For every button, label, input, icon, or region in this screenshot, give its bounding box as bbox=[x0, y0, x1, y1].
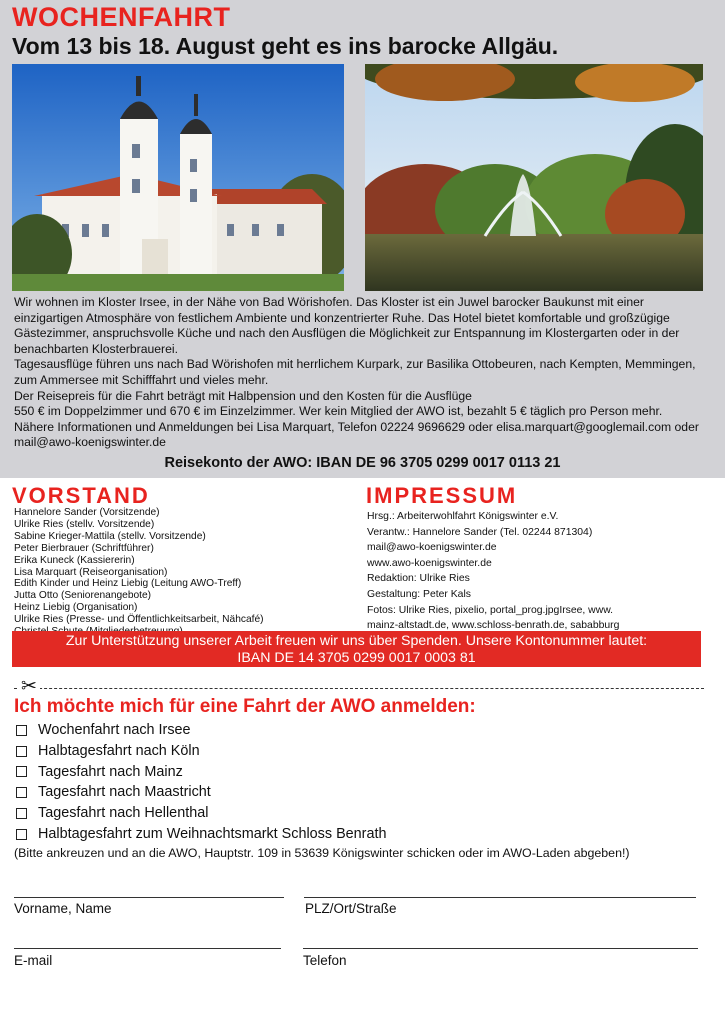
checkbox[interactable] bbox=[16, 829, 27, 840]
donation-text: Zur Unterstützung unserer Arbeit freuen wir uns über Spenden. Unsere Kontonummer lautet: bbox=[65, 633, 648, 649]
option-label: Halbtagesfahrt nach Köln bbox=[38, 742, 200, 759]
list-item: Peter Bierbrauer (Schriftführer) bbox=[14, 542, 154, 554]
intro-paragraph: Tagesausflüge führen uns nach Bad Wörishofen mit herrlichem Kurpark, zur Basilika Ottobeuren, nach Kempten, Memmingen, zum Ammersee mit Schifffahrt und vieles mehr. bbox=[14, 357, 696, 387]
registration-heading: Ich möchte mich für eine Fahrt der AWO anmelden: bbox=[14, 696, 476, 717]
list-item: Lisa Marquart (Reiseorganisation) bbox=[14, 566, 168, 578]
option-tagesfahrt-maastricht[interactable] bbox=[14, 782, 386, 803]
checkbox[interactable] bbox=[16, 787, 27, 798]
intro-paragraph: Der Reisepreis für die Fahrt beträgt mit Halbpension und den Kosten für die Ausflüge bbox=[14, 388, 472, 403]
option-label: Wochenfahrt nach Irsee bbox=[38, 722, 191, 738]
vorstand-heading: VORSTAND bbox=[12, 483, 150, 508]
list-item: Fotos: Ulrike Ries, pixelio, portal_prog.jpgIrsee, www. bbox=[367, 604, 614, 616]
impressum-heading: IMPRESSUM bbox=[366, 483, 518, 508]
name-label: Vorname, Name bbox=[14, 901, 112, 916]
phone-label: Telefon bbox=[303, 953, 347, 968]
email-label: E-mail bbox=[14, 953, 53, 968]
website-link[interactable]: www.awo-koenigswinter.de bbox=[367, 557, 492, 569]
list-item: Heinz Liebig (Organisation) bbox=[14, 602, 138, 614]
name-field[interactable] bbox=[14, 897, 284, 898]
vorstand-list bbox=[14, 507, 264, 638]
option-wochenfahrt-irsee[interactable] bbox=[14, 720, 386, 741]
travel-account: Reisekonto der AWO: IBAN DE 96 3705 0299 0017 0113 21 bbox=[164, 455, 561, 471]
intro-paragraph: 550 € im Doppelzimmer und 670 € im Einzelzimmer. Wer kein Mitglied der AWO ist, bezahlt 5 € täglich pro Person mehr. bbox=[14, 404, 663, 419]
list-item: Hrsg.: Arbeiterwohlfahrt Königswinter e.V. bbox=[367, 511, 559, 522]
option-label: Tagesfahrt nach Hellenthal bbox=[38, 805, 209, 822]
checkbox[interactable] bbox=[16, 766, 27, 777]
intro-paragraph: Nähere Informationen und Anmeldungen bei Lisa Marquart, Telefon 02224 9696629 oder elisa.marquart@googlemail.com oder mail@awo-koenigswinter.de bbox=[14, 419, 699, 450]
list-item: Redaktion: Ulrike Ries bbox=[367, 573, 470, 585]
list-item: Jutta Otto (Seniorenangebote) bbox=[14, 590, 152, 602]
option-label: Halbtagesfahrt zum Weihnachtsmarkt Schloss Benrath bbox=[38, 825, 387, 842]
scissors-icon: ✂ bbox=[18, 677, 40, 697]
cut-line bbox=[14, 688, 704, 689]
list-item: Ulrike Ries (Presse- und Öffentlichkeitsarbeit, Nähcafé) bbox=[14, 614, 264, 626]
page-title: WOCHENFAHRT bbox=[12, 2, 231, 32]
email-field[interactable] bbox=[14, 948, 281, 949]
impressum-list bbox=[367, 509, 619, 634]
option-weihnachtsmarkt-benrath[interactable] bbox=[14, 824, 386, 845]
trip-options bbox=[14, 720, 386, 845]
monastery-photo bbox=[12, 64, 344, 291]
list-item: Edith Kinder und Heinz Liebig (Leitung AWO-Treff) bbox=[14, 578, 242, 590]
option-label: Tagesfahrt nach Maastricht bbox=[38, 784, 211, 801]
checkbox[interactable] bbox=[16, 746, 27, 757]
donation-iban: IBAN DE 14 3705 0299 0017 0003 81 bbox=[237, 650, 476, 666]
list-item: Hannelore Sander (Vorsitzende) bbox=[14, 507, 160, 518]
list-item: Sabine Krieger-Mattila (stellv. Vorsitzende) bbox=[14, 530, 206, 542]
checkbox[interactable] bbox=[16, 725, 27, 736]
address-label: PLZ/Ort/Straße bbox=[305, 901, 397, 916]
phone-field[interactable] bbox=[303, 948, 698, 949]
address-field[interactable] bbox=[304, 897, 696, 898]
list-item: Gestaltung: Peter Kals bbox=[367, 588, 471, 600]
list-item: mainz-altstadt.de, www.schloss-benrath.de, sababburg bbox=[367, 620, 620, 632]
intro-paragraph: Wir wohnen im Kloster Irsee, in der Nähe von Bad Wörishofen. Das Kloster ist ein Juwel barocker Baukunst mit einer einzigartigen Atmosphäre von festlichem Ambiente und konzentrierter Ruhe. Das Hotel bietet komfortable und großzügige Gästezimmer, anspruchsvolle Küche und nach den Ausflügen die Möglichkeit zur Entspannung im Klostergarten oder in der benachbarten Klosterbrauerei. bbox=[14, 295, 680, 356]
list-item: Erika Kuneck (Kassiererin) bbox=[14, 554, 135, 566]
option-tagesfahrt-mainz[interactable] bbox=[14, 762, 386, 783]
checkbox[interactable] bbox=[16, 808, 27, 819]
instructions-note: (Bitte ankreuzen und an die AWO, Hauptstr. 109 in 53639 Königswinter schicken oder im AWO-Laden abgeben!) bbox=[14, 846, 630, 860]
option-tagesfahrt-hellenthal[interactable] bbox=[14, 803, 386, 824]
option-label: Tagesfahrt nach Mainz bbox=[38, 763, 183, 780]
list-item: Verantw.: Hannelore Sander (Tel. 02244 871304) bbox=[367, 526, 593, 538]
donation-banner bbox=[12, 631, 701, 667]
list-item: Ulrike Ries (stellv. Vorsitzende) bbox=[14, 518, 155, 530]
page-subtitle: Vom 13 bis 18. August geht es ins barocke Allgäu. bbox=[12, 33, 559, 59]
park-fountain-photo bbox=[365, 64, 703, 291]
email-link[interactable]: mail@awo-koenigswinter.de bbox=[367, 542, 497, 554]
trip-description bbox=[14, 295, 712, 451]
option-halbtagesfahrt-koeln[interactable] bbox=[14, 741, 386, 762]
